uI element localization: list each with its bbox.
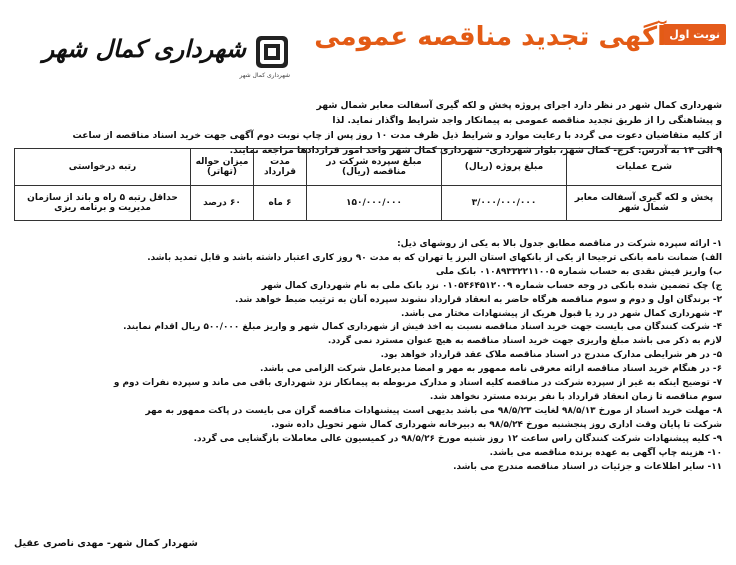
condition-item: ۴- شرکت کنندگان می بایست جهت خرید اسناد مناقصه نسبت به اخذ فیش از شهرداری کمال شهر و واریز مبلغ ۵۰۰/۰۰۰ ریال اقدام نمایند. bbox=[123, 322, 722, 333]
intro-line: شهرداری کمال شهر در نظر دارد اجرای پروژه پخش و لکه گیری آسفالت معابر شمال شهر bbox=[316, 100, 722, 111]
table-cell: ۳/۰۰۰/۰۰۰/۰۰۰ bbox=[442, 186, 567, 221]
condition-item: ۸- مهلت خرید اسناد از مورخ ۹۸/۵/۱۳ لغایت ۹۸/۵/۲۳ می باشد بدیهی است پیشنهادات مناقصه گران می بایست در پاکت ممهور به مهر bbox=[145, 405, 722, 416]
condition-item: الف) ضمانت نامه بانکی ترجیحا از یکی از بانکهای استان البرز یا تهران که به مدت ۹۰ روز کاری اعتبار داشته باشد و قابل تمدید باشد. bbox=[147, 252, 722, 263]
table-cell: پخش و لکه گیری آسفالت معابر شمال شهر bbox=[567, 186, 722, 221]
col-header: مبلغ سپرده شرکت در مناقصه (ریال) bbox=[307, 149, 442, 186]
condition-item: ۹- کلیه پیشنهادات شرکت کنندگان راس ساعت ۱۲ روز شنبه مورخ ۹۸/۵/۲۶ در کمیسیون عالی معاملات بازگشایی می گردد. bbox=[193, 433, 722, 444]
notice-header bbox=[20, 20, 726, 86]
mayor-signature: شهردار کمال شهر- مهدی ناصری عقیل bbox=[14, 538, 198, 549]
notice-title: آگهی تجدید مناقصه عمومی bbox=[314, 22, 666, 52]
col-header: مبلغ پروژه (ریال) bbox=[442, 149, 567, 186]
intro-line: ۹ الی ۱۴ به آدرس: کرج- کمال شهر، بلوار شهرداری- شهرداری کمال شهر واحد امور قراردادها مراجعه نمایند. bbox=[229, 145, 722, 156]
condition-item: ب) واریز فیش نقدی به حساب شماره ۰۱۰۸۹۳۳۲۲۱۱۰۰۵ بانک ملی bbox=[435, 266, 722, 277]
intro-line: از کلیه متقاضیان دعوت می گردد با رعایت موارد و شرایط ذیل ظرف مدت ۱۰ روز پس از چاپ نوبت دوم آگهی جهت خرید اسناد مناقصه از ساعت bbox=[72, 130, 722, 141]
col-header: مدت قرارداد bbox=[254, 149, 307, 186]
intro-line: و پیشاهنگی را از طریق تجدید مناقصه عمومی به پیمانکار واجد شرایط واگذار نماید. لذا bbox=[332, 115, 722, 126]
table-cell: ۱۵۰/۰۰۰/۰۰۰ bbox=[307, 186, 442, 221]
condition-item: سوم مناقصه تا زمان انعقاد قرارداد با نفر برنده مسترد نخواهد شد. bbox=[429, 391, 722, 402]
col-header: رتبه درخواستی bbox=[15, 149, 191, 186]
condition-item: ۱۰- هزینه چاپ آگهی به عهده برنده مناقصه می باشد. bbox=[489, 447, 722, 458]
condition-item: ۱۱- سایر اطلاعات و جزئیات در اسناد مناقصه مندرج می باشد. bbox=[453, 461, 722, 472]
condition-item: شرکت تا پایان وقت اداری روز پنجشنبه مورخ ۹۸/۵/۲۴ به دبیرخانه شهرداری کمال شهر تحویل داده شود. bbox=[271, 419, 722, 430]
table-row bbox=[15, 186, 722, 221]
logo-wordmark: شهرداری کمال شهر bbox=[42, 34, 246, 63]
condition-item: ۳- شهرداری کمال شهر در رد یا قبول هریک از پیشنهادات مختار می باشد. bbox=[400, 308, 722, 319]
condition-item: ۲- برندگان اول و دوم و سوم مناقصه هرگاه حاضر به انعقاد قرارداد نشوند سپرده آنان به ترتیب ضبط خواهد شد. bbox=[234, 294, 722, 305]
condition-item: ۱- ارائه سپرده شرکت در مناقصه مطابق جدول بالا به یکی از روشهای ذیل: bbox=[397, 239, 722, 249]
condition-item: ۷- توضیح اینکه به غیر از سپرده شرکت در مناقصه کلیه اسناد و مدارک مربوطه به پیمانکار نزد شهرداری باقی می ماند و سپرده نفرات دوم و bbox=[113, 378, 722, 389]
municipality-logo bbox=[20, 28, 290, 84]
condition-item: لازم به ذکر می باشد مبلغ واریزی جهت خرید اسناد مناقصه به هیچ عنوان مسترد نمی گردد. bbox=[327, 336, 722, 347]
tender-table bbox=[14, 148, 722, 221]
logo-subtitle: شهرداری کمال شهر bbox=[239, 72, 290, 79]
table-header-row bbox=[15, 149, 722, 186]
condition-item: ج) چک تضمین شده بانکی در وجه حساب شماره ۰۱۰۵۴۶۴۵۱۲۰۰۹ نزد بانک ملی به نام شهرداری کمال شهر bbox=[261, 280, 722, 291]
col-header: میزان حواله (تهاتر) bbox=[191, 149, 254, 186]
table-cell: حداقل رتبه ۵ راه و باند از سازمان مدیریت و برنامه ریزی bbox=[15, 186, 191, 221]
table-cell: ۶ ماه bbox=[254, 186, 307, 221]
publication-badge: نوبت اول bbox=[663, 24, 726, 45]
col-header: شرح عملیات bbox=[567, 149, 722, 186]
conditions-list bbox=[12, 238, 722, 474]
condition-item: ۵- در هر شرایطی مدارک مندرج در اسناد مناقصه ملاک عقد قرارداد خواهد بود. bbox=[380, 350, 722, 361]
municipality-emblem-icon bbox=[254, 34, 290, 70]
condition-item: ۶- در هنگام خرید اسناد مناقصه ارائه معرفی نامه ممهور به مهر و امضا مدیرعامل شرکت الزامی می باشد. bbox=[259, 364, 722, 375]
table-cell: ۶۰ درصد bbox=[191, 186, 254, 221]
